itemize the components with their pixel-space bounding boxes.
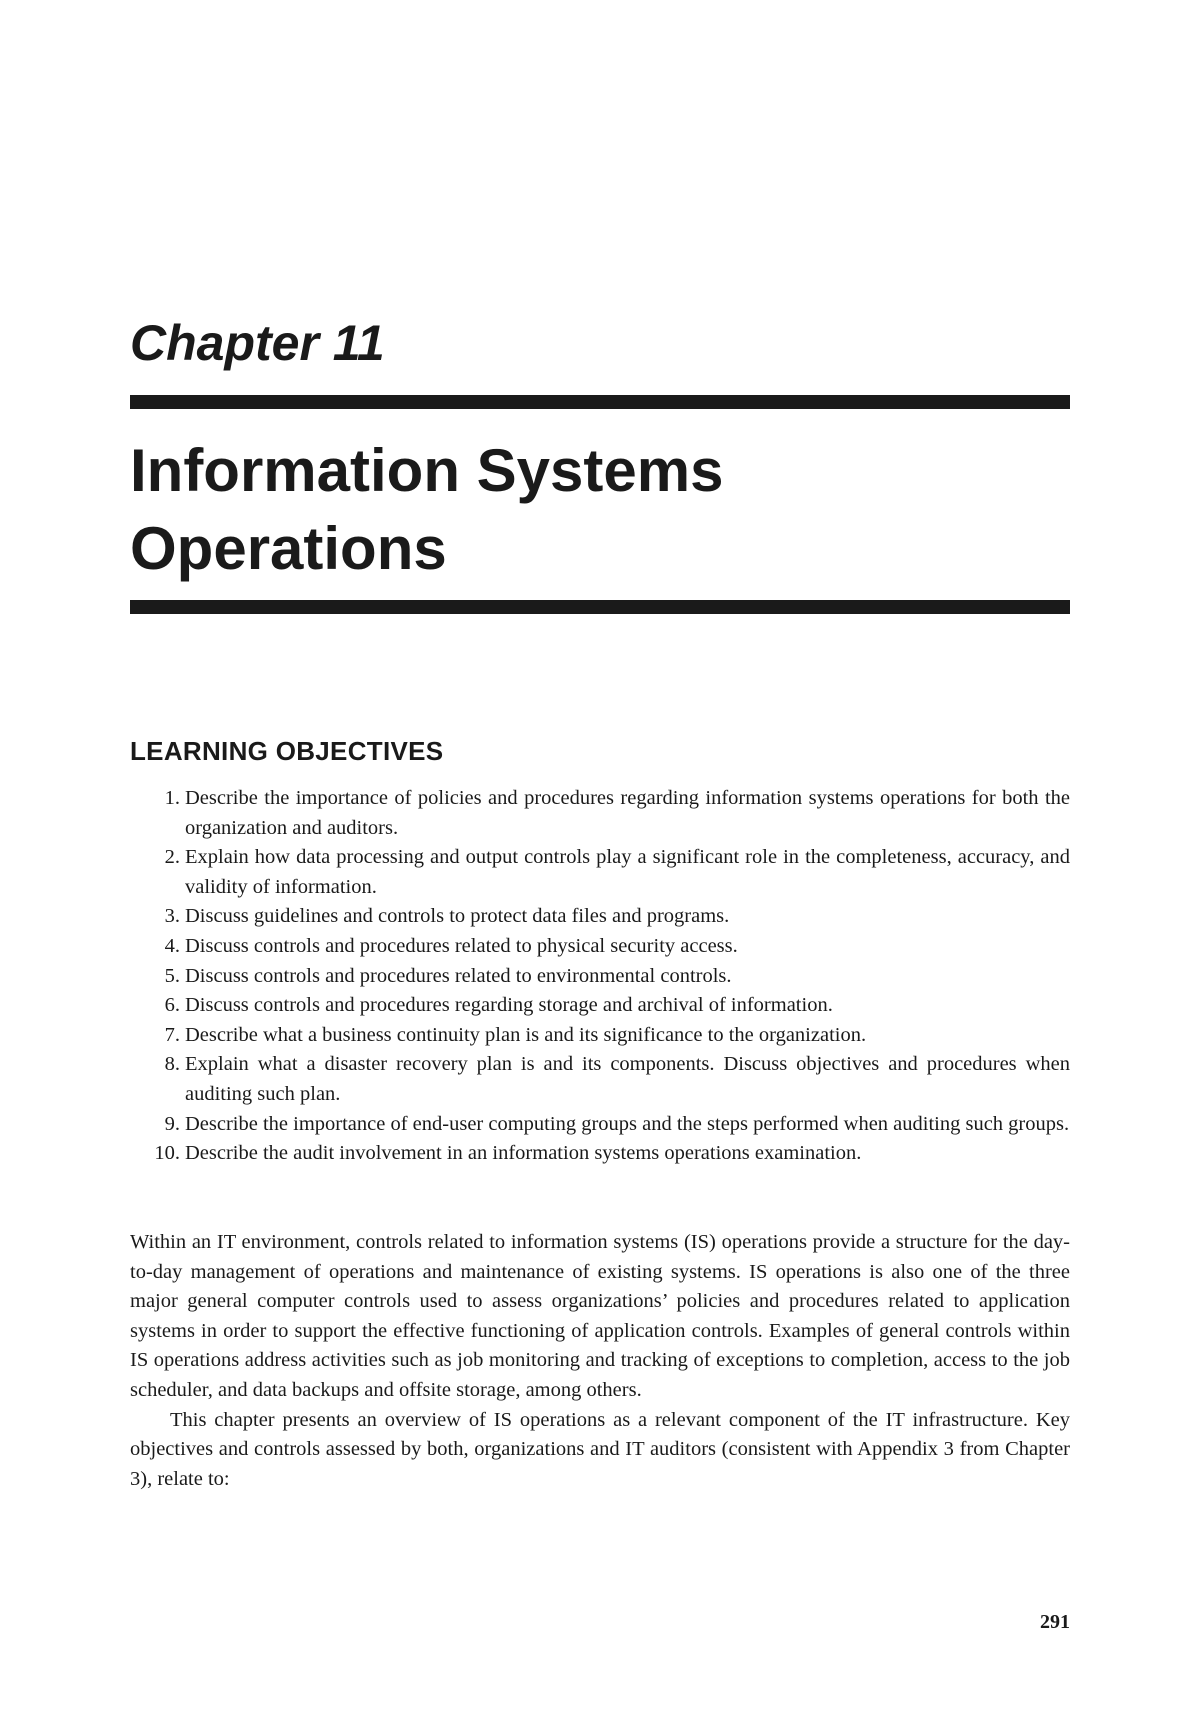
objective-item — [130, 991, 1070, 1021]
body-paragraph-1: Within an IT environment, controls related to information systems (IS) operations provide a structure for the day-to-day management of operations and maintenance of existing systems. IS operations is also one of the three major general computer controls used to assess organizations’ policies and procedures related to application systems in order to support the effective functioning of application controls. Examples of general controls within IS operations address activities such as job monitoring and tracking of exceptions to completion, access to the job scheduler, and data backups and offsite storage, among others. — [130, 1231, 1070, 1401]
chapter-title-line-1: Information Systems — [130, 437, 724, 504]
objective-text: Explain how data processing and output controls play a significant role in the completeness, accuracy, and validity of information. — [185, 846, 1070, 898]
title-rule-top — [130, 395, 1070, 409]
objective-item — [130, 1139, 1070, 1169]
objective-text: Discuss controls and procedures related to environmental controls. — [185, 964, 732, 987]
objective-text: Discuss controls and procedures related to physical security access. — [185, 934, 738, 957]
objective-number: 1. — [164, 787, 180, 809]
objective-text: Describe the importance of end-user computing groups and the steps performed when auditing such groups. — [185, 1112, 1070, 1135]
objective-number: 5. — [164, 964, 180, 987]
objective-number: 8. — [164, 1053, 180, 1076]
learning-objectives-list — [130, 784, 1070, 1169]
body-paragraph-2: This chapter presents an overview of IS operations as a relevant component of the IT infrastructure. Key objectives and controls assessed by both, organizations and IT auditors (consistent with Appendix 3 from Chapter 3), relate to: — [130, 1408, 1070, 1490]
objective-number: 4. — [164, 934, 180, 957]
objective-item — [130, 843, 1070, 902]
objective-text: Explain what a disaster recovery plan is and its components. Discuss objectives and procedures when auditing such plan. — [185, 1053, 1070, 1105]
objective-item — [130, 932, 1070, 962]
chapter-body — [130, 1228, 1070, 1494]
objective-item — [130, 1021, 1070, 1051]
learning-objectives-heading: LEARNING OBJECTIVES — [130, 736, 444, 766]
title-rule-bottom — [130, 600, 1070, 614]
objective-text: Discuss guidelines and controls to protect data files and programs. — [185, 905, 730, 928]
objective-item — [130, 784, 1070, 843]
chapter-title-line-2: Operations — [130, 515, 447, 582]
objective-item — [130, 1050, 1070, 1109]
objective-number: 3. — [164, 905, 180, 928]
objective-number: 9. — [164, 1112, 180, 1135]
objective-item — [130, 962, 1070, 992]
page-number: 291 — [1040, 1611, 1070, 1633]
objective-number: 7. — [164, 1023, 180, 1046]
objective-text: Describe what a business continuity plan is and its significance to the organization. — [185, 1023, 867, 1046]
chapter-label: Chapter 11 — [130, 315, 385, 371]
objective-item — [130, 1110, 1070, 1140]
objective-number: 2. — [164, 846, 180, 869]
objective-text: Discuss controls and procedures regarding storage and archival of information. — [185, 994, 833, 1017]
objective-item — [130, 902, 1070, 932]
objective-text: Describe the audit involvement in an information systems operations examination. — [185, 1142, 862, 1165]
chapter-title — [130, 432, 723, 588]
objective-number: 6. — [164, 994, 180, 1017]
objective-number: 10. — [154, 1142, 180, 1165]
objective-text: Describe the importance of policies and procedures regarding information systems operations for both the organization and auditors. — [185, 787, 1070, 839]
